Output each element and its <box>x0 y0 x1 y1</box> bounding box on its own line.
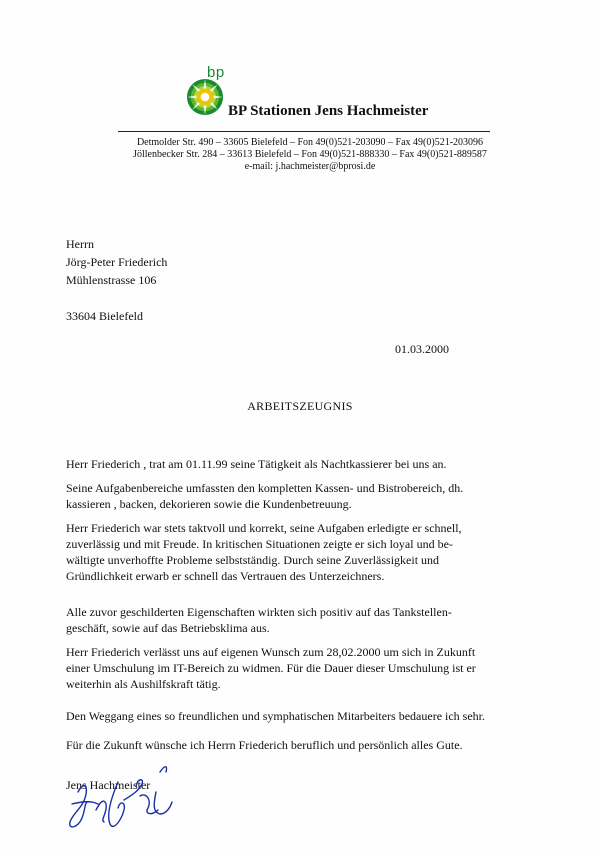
body-line: Den Weggang eines so freundlichen und symphatischen Mitarbeiters bedauere ich sehr. <box>66 709 486 723</box>
body-line: geschäft, sowie auf das Betriebsklima aus. <box>66 621 270 635</box>
address-line: Detmolder Str. 490 – 33605 Bielefeld – Fon 49(0)521-203090 – Fax 49(0)521-203096 <box>136 137 484 148</box>
handwritten-signature <box>60 752 190 842</box>
body-line: Herr Friederich , trat am 01.11.99 seine Tätigkeit als Nachtkassierer bei uns an. <box>66 457 447 471</box>
body-line: Seine Aufgabenbereiche umfassten den kompletten Kassen- und Bistrobereich, dh. <box>66 481 464 495</box>
paragraph <box>66 644 546 692</box>
recipient-salutation: Herrn <box>66 237 94 251</box>
body-line: einer Umschulung im IT-Bereich zu widmen. Für die Dauer dieser Umschulung ist er <box>66 661 476 675</box>
recipient-address <box>66 235 167 325</box>
letter-subject: ARBEITSZEUGNIS <box>247 399 353 413</box>
body-line: kassieren , backen, dekorieren sowie die Kundenbetreuung. <box>66 497 352 511</box>
body-line: Herr Friederich verlässt uns auf eigenen Wunsch zum 28,02.2000 um sich in Zukunft <box>66 645 476 659</box>
email-line: e-mail: j.hachmeister@bprosi.de <box>244 161 376 172</box>
paragraph <box>66 456 546 472</box>
body-line: Herr Friederich war stets taktvoll und korrekt, seine Aufgaben erledigte er schnell, <box>66 521 462 535</box>
paragraph <box>66 480 546 512</box>
signatory-name: Jens Hachmeister <box>66 778 151 792</box>
body-line: Alle zuvor geschilderten Eigenschaften wirkten sich positiv auf das Tankstellen- <box>66 605 452 619</box>
paragraph <box>66 520 546 584</box>
company-name: BP Stationen Jens Hachmeister <box>228 103 429 119</box>
body-line: Gründlichkeit erwarb er schnell das Vertrauen des Unterzeichners. <box>66 569 385 583</box>
paragraph <box>66 737 546 753</box>
body-line: zuverlässig und mit Freude. In kritischen Situationen zeigte er sich loyal und be- <box>66 537 453 551</box>
bp-logo-text: bp <box>207 64 225 81</box>
recipient-city: 33604 Bielefeld <box>66 309 143 323</box>
address-line: Jöllenbecker Str. 284 – 33613 Bielefeld – Fon 49(0)521-888330 – Fax 49(0)521-889587 <box>133 149 487 160</box>
paragraph <box>66 604 546 636</box>
body-line: wältigte unverhoffte Probleme selbstständig. Durch seine Zuverlässigkeit und <box>66 553 440 567</box>
letter-date: 01.03.2000 <box>395 342 449 356</box>
recipient-street: Mühlenstrasse 106 <box>66 273 157 287</box>
header-divider <box>118 131 490 132</box>
paragraph <box>66 708 546 724</box>
body-line: weiterhin als Aushilfskraft tätig. <box>66 677 221 691</box>
company-address-block <box>90 137 530 173</box>
bp-helios-logo-icon <box>186 78 224 116</box>
body-line: Für die Zukunft wünsche ich Herrn Friederich beruflich und persönlich alles Gute. <box>66 738 463 752</box>
recipient-name: Jörg-Peter Friederich <box>66 255 168 269</box>
